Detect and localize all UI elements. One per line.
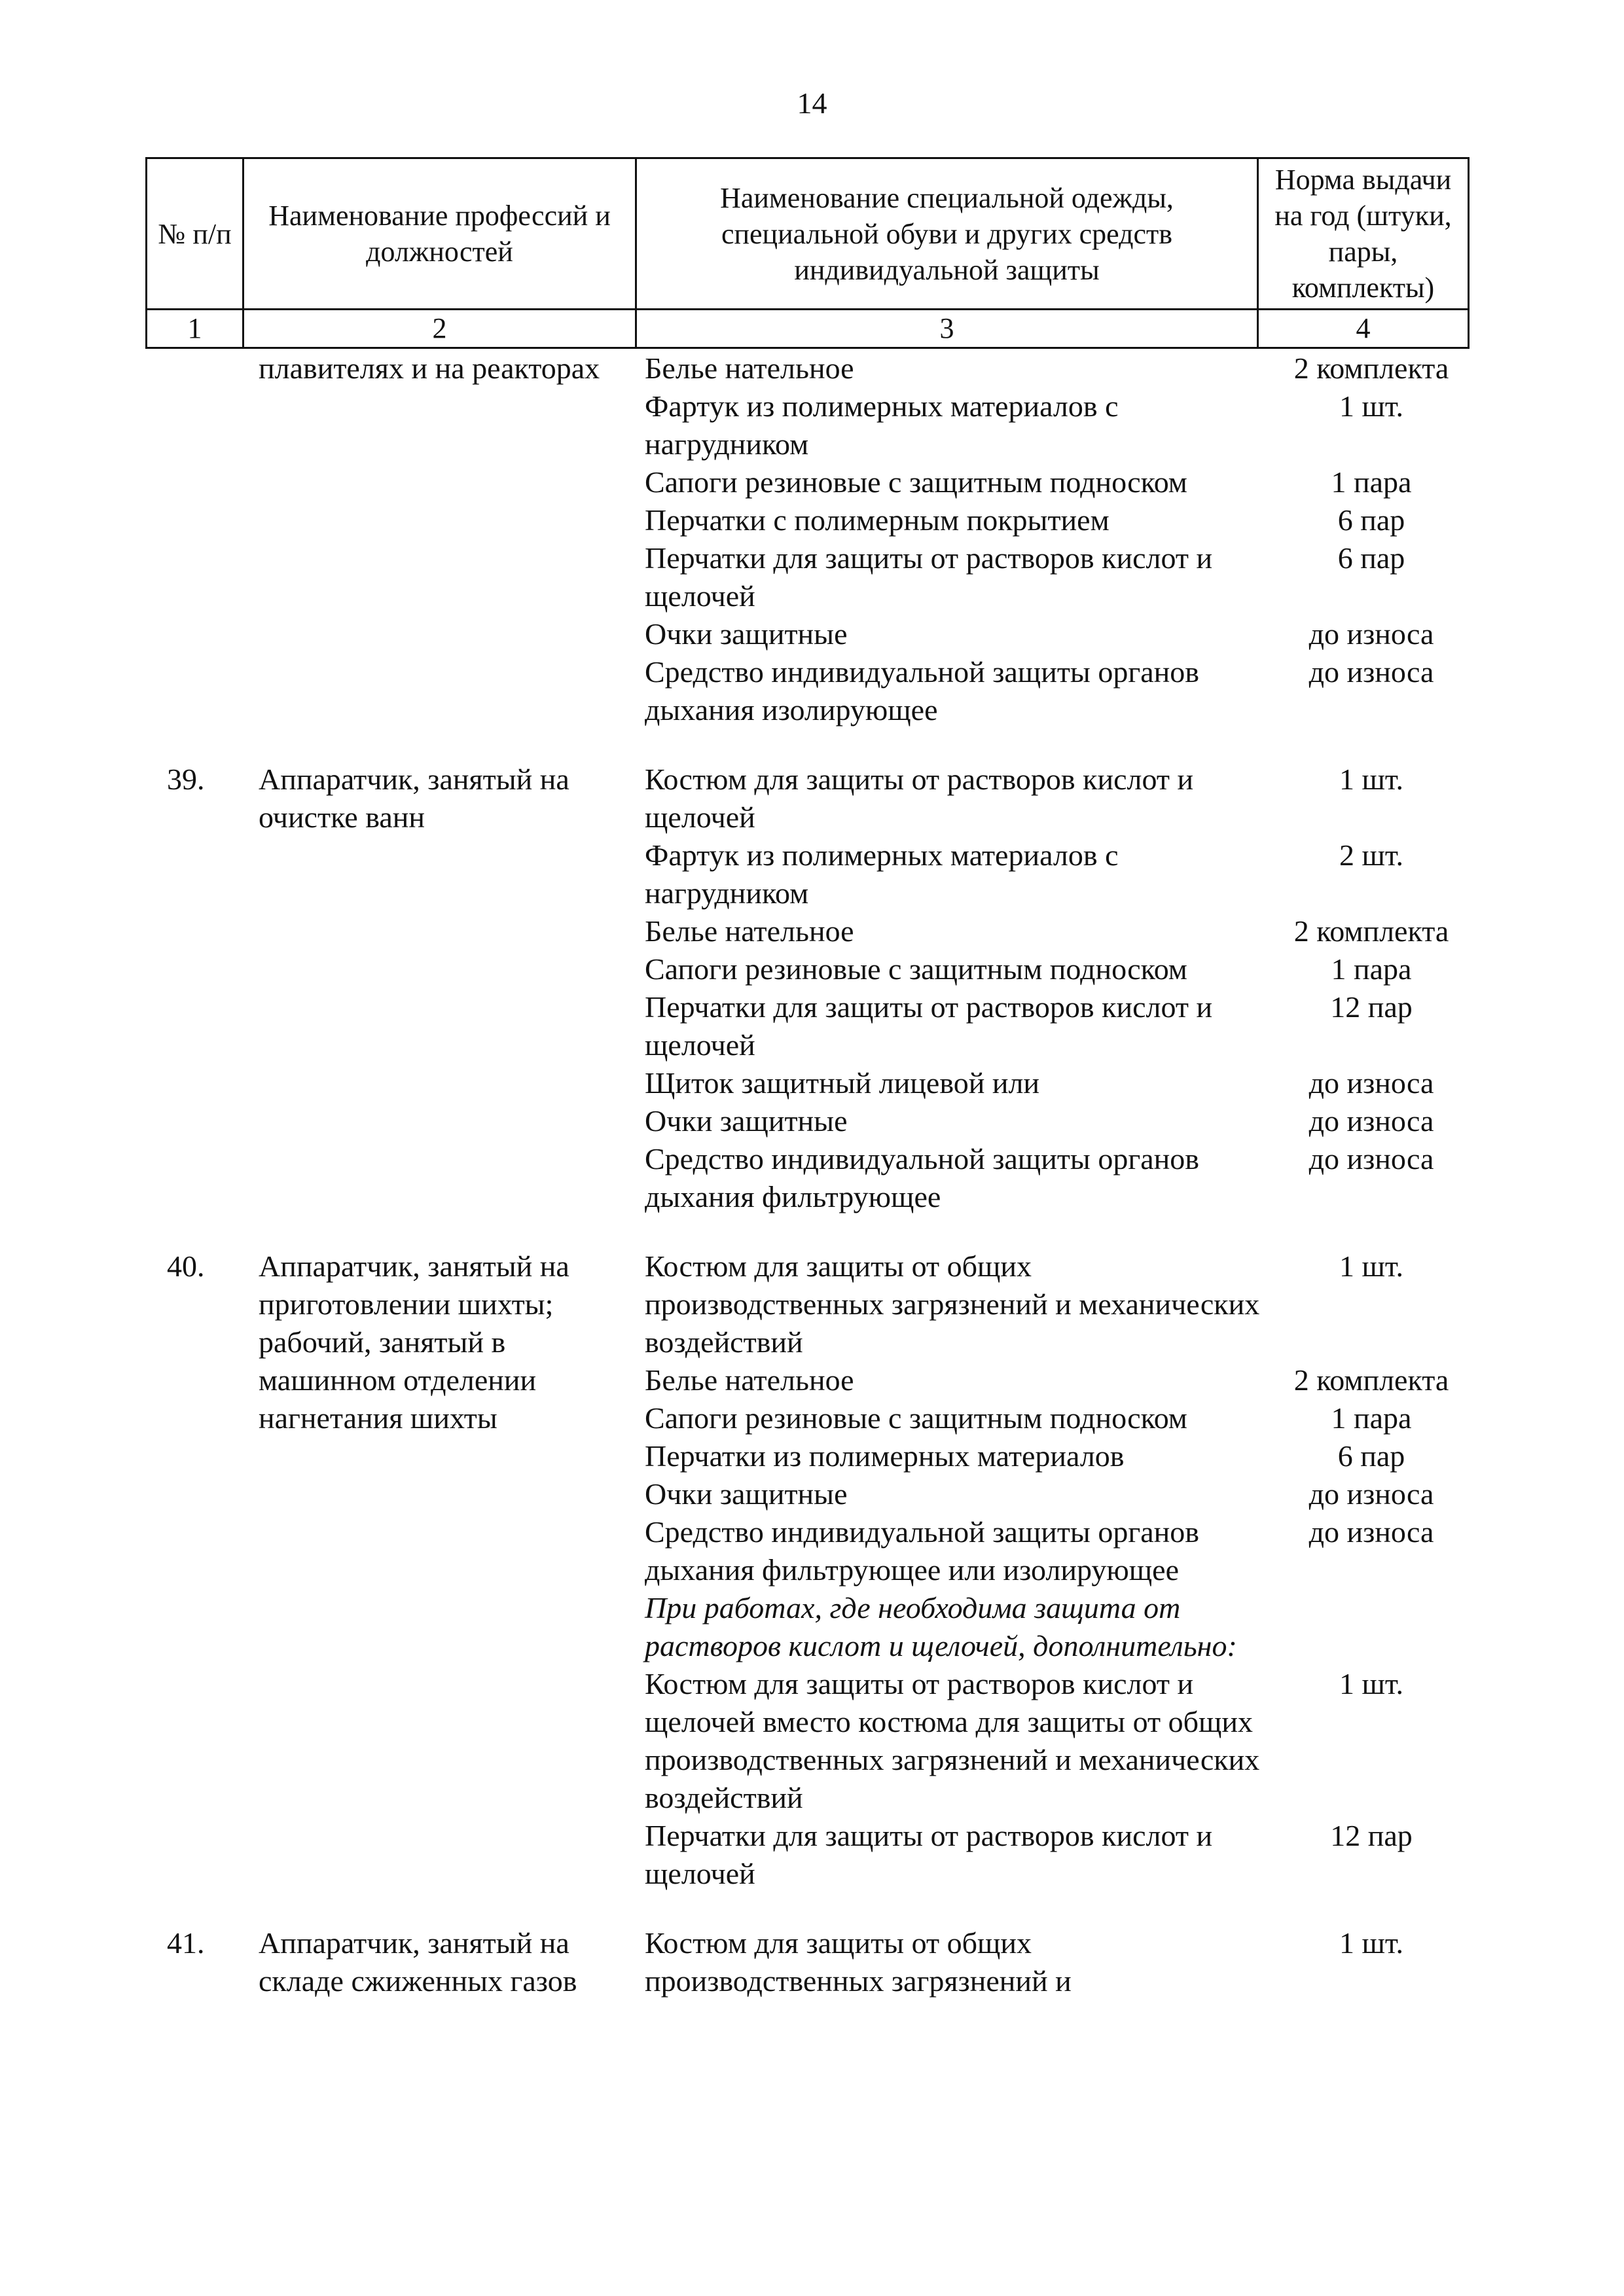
ppe-item-norm: 1 пара [1331, 952, 1412, 986]
ppe-item-norm: 6 пар [1337, 1439, 1405, 1473]
ppe-item-norm: 6 пар [1337, 503, 1405, 537]
ppe-item-norm: 2 комплекта [1293, 351, 1449, 385]
ppe-item-name: Перчатки с полимерным покрытием [645, 503, 1110, 537]
page-number: 14 [797, 86, 827, 120]
ppe-item-name: Очки защитные [645, 617, 848, 651]
header-profession: Наименование профессий и должностей [244, 158, 636, 310]
ppe-row [0, 1437, 1624, 1475]
ppe-item-norm: до износа [1308, 1515, 1434, 1549]
ppe-row [0, 988, 1624, 1064]
ppe-item-name: Сапоги резиновые с защитным подноском [645, 1401, 1187, 1435]
ppe-item-name: Средство индивидуальной защиты органов дыхания фильтрующее или изолирующее [645, 1515, 1199, 1587]
ppe-item-norm: 1 пара [1331, 465, 1412, 499]
header-row [147, 158, 1469, 310]
ppe-item-norm: 2 комплекта [1293, 1363, 1449, 1397]
ppe-item-name: Средство индивидуальной защиты органов дыхания фильтрующее [645, 1142, 1199, 1213]
header-norm: Норма выдачи на год (штуки, пары, комплекты) [1258, 158, 1469, 310]
column-number-1: 1 [147, 310, 244, 348]
ppe-item-name: Очки защитные [645, 1104, 848, 1138]
ppe-item-name: Перчатки для защиты от растворов кислот и щелочей [645, 990, 1213, 1062]
ppe-row [0, 761, 1624, 836]
entry-profession: Аппаратчик, занятый на складе сжиженных газов [259, 1926, 577, 1998]
ppe-row [0, 1924, 1624, 2000]
table-body [0, 350, 1624, 2000]
ppe-item-name: Сапоги резиновые с защитным подноском [645, 952, 1187, 986]
ppe-item-name: Костюм для защиты от растворов кислот и щелочей [645, 762, 1194, 834]
ppe-item-norm: до износа [1308, 1104, 1434, 1138]
ppe-row [0, 463, 1624, 501]
ppe-item-name: Средство индивидуальной защиты органов дыхания изолирующее [645, 655, 1199, 726]
table-entry [0, 350, 1624, 729]
ppe-item-name: Белье нательное [645, 914, 854, 948]
ppe-row [0, 1665, 1624, 1817]
entry-profession: плавителях и на реакторах [259, 351, 600, 385]
ppe-row [0, 1102, 1624, 1140]
ppe-item-name: Очки защитные [645, 1477, 848, 1511]
ppe-row [0, 1247, 1624, 1361]
ppe-item-norm: до износа [1308, 1142, 1434, 1175]
entry-profession: Аппаратчик, занятый на очистке ванн [259, 762, 569, 834]
ppe-row [0, 1475, 1624, 1513]
ppe-row [0, 950, 1624, 988]
ppe-item-norm: 1 шт. [1339, 762, 1404, 796]
ppe-item-norm: 1 шт. [1339, 1667, 1404, 1700]
ppe-item-name: Перчатки для защиты от растворов кислот и щелочей [645, 1819, 1213, 1890]
entry-profession: Аппаратчик, занятый на приготовлении шихты; рабочий, занятый в машинном отделении нагнетания шихты [259, 1249, 569, 1435]
ppe-row [0, 1817, 1624, 1893]
ppe-item-name: Белье нательное [645, 1363, 854, 1397]
ppe-item-name: Белье нательное [645, 351, 854, 385]
ppe-item-norm: 12 пар [1330, 1819, 1413, 1852]
ppe-row [0, 1513, 1624, 1589]
ppe-row [0, 539, 1624, 615]
header-number: № п/п [147, 158, 244, 310]
table-entry [0, 1247, 1624, 1893]
entry-number: 41. [167, 1926, 205, 1960]
table-entry [0, 761, 1624, 1216]
ppe-item-norm: до износа [1308, 617, 1434, 651]
ppe-item-norm: 2 комплекта [1293, 914, 1449, 948]
ppe-item-norm: 6 пар [1337, 541, 1405, 575]
entry-number: 40. [167, 1249, 205, 1283]
ppe-row [0, 1361, 1624, 1399]
ppe-item-name: Щиток защитный лицевой или [645, 1066, 1040, 1100]
ppe-item-norm: 1 шт. [1339, 1249, 1404, 1283]
ppe-item-name: Костюм для защиты от общих производственных загрязнений и механических воздействий [645, 1249, 1260, 1359]
column-number-row [147, 310, 1469, 348]
ppe-item-name: Фартук из полимерных материалов с нагрудником [645, 389, 1119, 461]
header-ppe: Наименование специальной одежды, специальной обуви и других средств индивидуальной защиты [636, 158, 1258, 310]
ppe-row [0, 836, 1624, 912]
ppe-row [0, 350, 1624, 387]
column-number-4: 4 [1258, 310, 1469, 348]
ppe-item-norm: до износа [1308, 1066, 1434, 1100]
ppe-item-norm: до износа [1308, 655, 1434, 689]
ppe-item-name: Костюм для защиты от общих производственных загрязнений и [645, 1926, 1072, 1998]
ppe-item-norm: 1 пара [1331, 1401, 1412, 1435]
ppe-item-norm: 1 шт. [1339, 389, 1404, 423]
ppe-item-norm: 1 шт. [1339, 1926, 1404, 1960]
ppe-row [0, 912, 1624, 950]
table-entry [0, 1924, 1624, 2000]
ppe-item-name: Фартук из полимерных материалов с нагрудником [645, 838, 1119, 910]
ppe-row [0, 1589, 1624, 1665]
ppe-item-name: Перчатки из полимерных материалов [645, 1439, 1125, 1473]
ppe-item-norm: 2 шт. [1339, 838, 1404, 872]
ppe-row [0, 501, 1624, 539]
column-number-3: 3 [636, 310, 1258, 348]
column-number-2: 2 [244, 310, 636, 348]
ppe-item-norm: 12 пар [1330, 990, 1413, 1024]
ppe-item-name: Костюм для защиты от растворов кислот и щелочей вместо костюма для защиты от общих производственных загрязнений и механических воздействий [645, 1667, 1260, 1814]
ppe-row [0, 1399, 1624, 1437]
entry-number: 39. [167, 762, 205, 796]
ppe-item-name: Перчатки для защиты от растворов кислот и щелочей [645, 541, 1213, 613]
ppe-row [0, 1064, 1624, 1102]
ppe-row [0, 653, 1624, 729]
ppe-row [0, 615, 1624, 653]
ppe-row [0, 387, 1624, 463]
ppe-row [0, 1140, 1624, 1216]
table-header [145, 157, 1470, 349]
ppe-item-norm: до износа [1308, 1477, 1434, 1511]
ppe-item-name: Сапоги резиновые с защитным подноском [645, 465, 1187, 499]
ppe-note: При работах, где необходима защита от растворов кислот и щелочей, дополнительно: [645, 1591, 1237, 1662]
